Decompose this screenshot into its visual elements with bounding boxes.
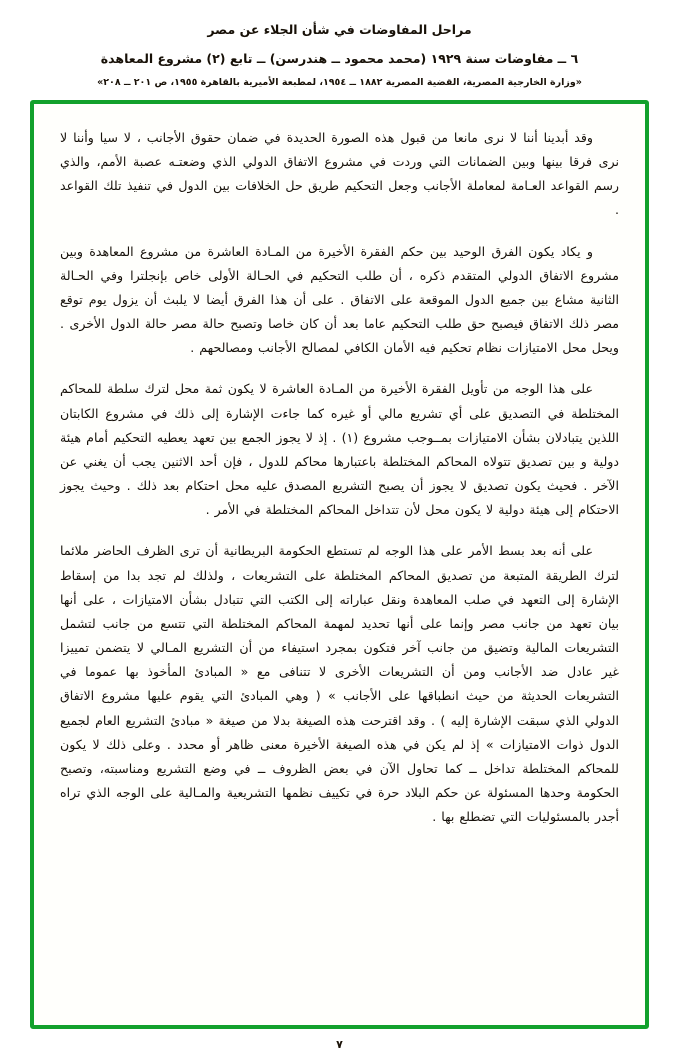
paragraph: على هذا الوجه من تأويل الفقرة الأخيرة من المـادة العاشرة لا يكون ثمة محل لترك سلطة للمحاكم المختلطة في التصديق على أي تشريع مالي أو غيره كما جاءت الإشارة إلى ذلك في مشروع الكابتان اللذين يتبادلان بشأن الامتيازات بمــوجب مشروع (١) . إذ لا يجوز الجمع بين تعهد يعطيه التحكيم أمام هيئة دولية و بين تصديق تتولاه المحاكم المختلطة باعتبارها محاكم للدول ، فإن أحد الاثنين يجب أن يغني عن الآخر . فحيث يكون تصديق لا يجوز أن يصبح التشريع المصدق عليه محل احتكام بعد ذلك . وحيث يجوز الاحتكام إلى هيئة دولية لا يكون محل لأن تتداخل المحاكم المختلطة في الأمر . [60,381,619,518]
paragraph: و يكاد يكون الفرق الوحيد بين حكم الفقرة الأخيرة من المـادة العاشرة من مشروع المعاهدة وبين مشروع الاتفاق الدولي المتقدم ذكره ، أن طلب التحكيم في الحـالة الأولى خاص بإنجلترا وفي الحـالة الثانية مشاع بين جميع الدول الموقعة على الاتفاق . على أن هذا الفرق أيضا لا يلبث أن يزول يوم توقع مصر ذلك الاتفاق فيصبح حق طلب التحكيم عاما بعد أن كان خاصا وتصبح حالة مصر حالة الدول الأخرى . ويحل محل الامتيازات نظام تحكيم فيه الأمان الكافي لمصالح الأجانب ومصالحهم . [60,243,619,356]
document-source-citation: «وزارة الخارجية المصرية، القضية المصرية ١٨٨٢ ــ ١٩٥٤، لمطبعة الأميرية بالقاهرة ١٩٥٥، ص ٢٠١ ــ ٢٠٨» [97,76,582,88]
page-number: ٧ [336,1038,343,1051]
page-title: مراحل المفاوضات في شأن الجلاء عن مصر [207,22,472,37]
paragraph: وقد أبدينا أننا لا نرى مانعا من قبول هذه الصورة الحديدة في ضمان حقوق الأجانب ، لا سيا وأننا لا نرى فرقا بينها وبين الضمانات التي وردت في مشروع الاتفاق الدولي الذي وضعتـه عصبة الأمم، والذي رسم القواعد العـامة لمعاملة الأجانب وجعل التحكيم طريق حل الخلافات بين الدول في تنفيذ تلك القواعد . [60,129,619,218]
bordered-content-frame [30,100,649,1029]
paragraph: على أنه بعد بسط الأمر على هذا الوجه لم تستطع الحكومة البريطانية أن ترى الظرف الحاضر ملائما لترك الطريقة المتبعة من تصديق المحاكم المختلطة على التشريعات ، ولذلك لم تجد بدا من إسقاط الإشارة إلى التعهد في صلب المعاهدة ونقل عباراته إلى الكتب التي تتبادل بشأن الامتيازات ، على أنها بيان تعهد من جانب مصر وإنما على أنها تحديد لمهمة المحاكم المختلطة التي تتسع من جانب لتشمل التشريعات المالية وتضيق من جانب آخر فتكون بمجرد استيفاء من أن التشريع المـالي لا يتضمن تمييزا غير عادل ضد الأجانب ومن أن التشريعات الأخرى لا تتنافى مع « المبادئ المأخوذ بها عموما في التشريعات الحديثة من حيث انطباقها على الأجانب » ( وهي المبادئ التي يقوم عليها مشروع الاتفاق الدولي الذي سبقت الإشارة إليه ) . وقد اقترحت هذه الصيغة بدلا من صيغة « مبادئ التشريع العام لجميع الدول ذوات الامتيازات » إذ لم يكن في هذه الصيغة الأخيرة معنى ظاهر أو محدد . وعلى ذلك لا يكون للمحاكم المختلطة تداخل ــ كما تحاول الآن في بعض الظروف ــ في وضع التشريع ومناسبته، وتصبح الحكومة وحدها المسئولة عن حكم البلاد حرة في تكييف نظمها التشريعية والمـالية على الوجه الذي تراه أجدر بالمسئوليات التي تضطلع بها . [60,543,619,825]
document-body [60,126,619,830]
document-header [30,22,649,100]
document-subtitle: ٦ ــ مفاوضات سنة ١٩٢٩ (محمد محمود ــ هندرسن) ــ تابع (٢) مشروع المعاهدة [100,51,579,67]
